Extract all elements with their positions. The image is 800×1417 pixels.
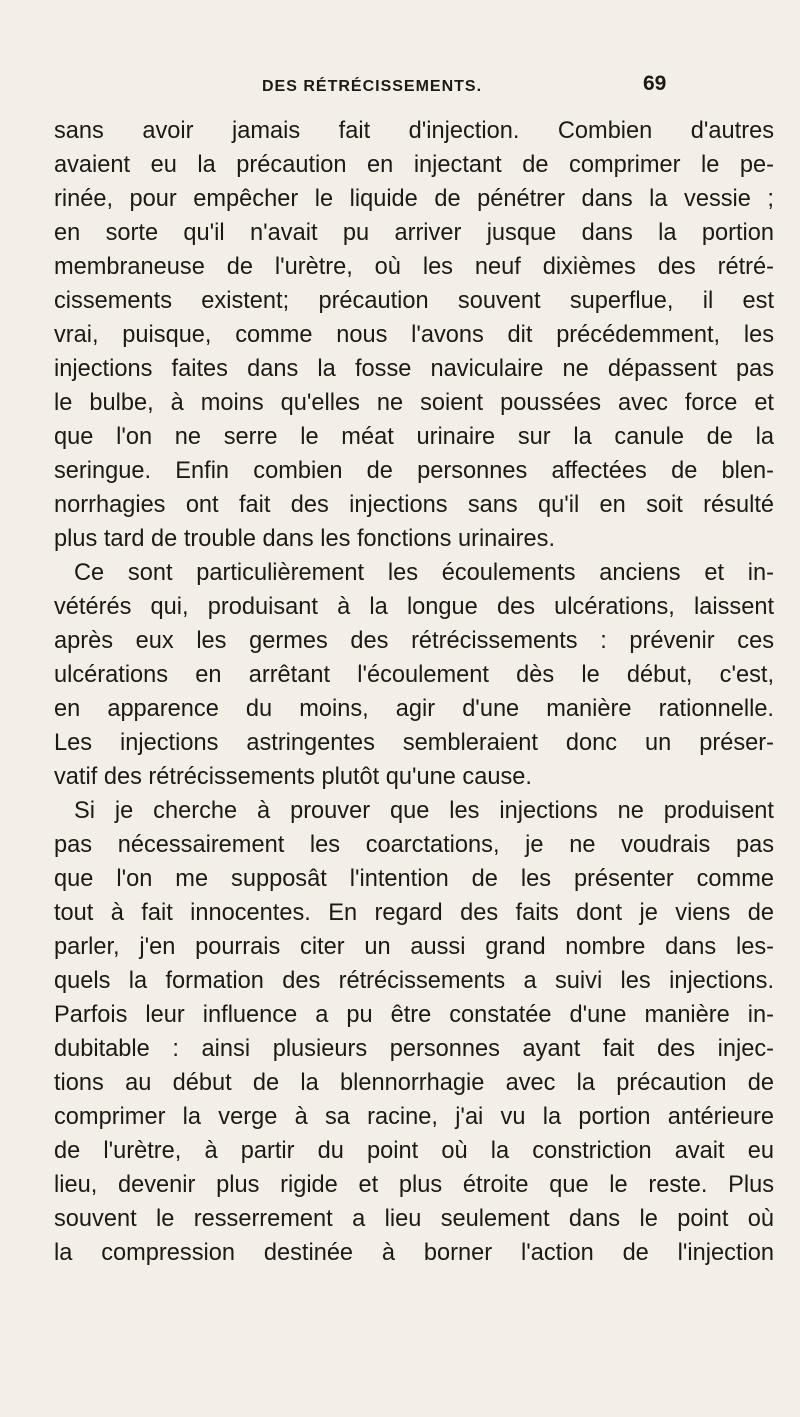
text-line: plus tard de trouble dans les fonctions urinaires. [54,526,555,552]
text-line: que l'on me supposât l'intention de les présenter comme [54,866,774,892]
text-line: Les injections astringentes sembleraient donc un préser- [54,730,774,756]
text-line: de l'urètre, à partir du point où la constriction avait eu [54,1138,774,1164]
text-line: norrhagies ont fait des injections sans qu'il en soit résulté [54,492,774,518]
text-line: que l'on ne serre le méat urinaire sur la canule de la [54,424,774,450]
text-line: sans avoir jamais fait d'injection. Combien d'autres [54,118,774,144]
text-line: vatif des rétrécissements plutôt qu'une cause. [54,764,532,790]
text-line: tions au début de la blennorrhagie avec la précaution de [54,1070,774,1096]
text-line: après eux les germes des rétrécissements : prévenir ces [54,628,774,654]
text-line: Parfois leur influence a pu être constatée d'une manière in- [54,1002,774,1028]
text-line: lieu, devenir plus rigide et plus étroite que le reste. Plus [54,1172,774,1198]
text-line: dubitable : ainsi plusieurs personnes ayant fait des injec- [54,1036,774,1062]
text-line: rinée, pour empêcher le liquide de pénétrer dans la vessie ; [54,186,774,212]
text-line: Ce sont particulièrement les écoulements anciens et in- [74,560,774,586]
text-line: vrai, puisque, comme nous l'avons dit précédemment, les [54,322,774,348]
text-line: cissements existent; précaution souvent superflue, il est [54,288,774,314]
text-line: le bulbe, à moins qu'elles ne soient poussées avec force et [54,390,774,416]
text-line: injections faites dans la fosse naviculaire ne dépassent pas [54,356,774,382]
running-title: DES RÉTRÉCISSEMENTS. [262,78,483,95]
text-line: la compression destinée à borner l'action de l'injection [54,1240,774,1266]
page-number: 69 [643,72,667,95]
text-line: parler, j'en pourrais citer un aussi grand nombre dans les- [54,934,774,960]
text-line: comprimer la verge à sa racine, j'ai vu la portion antérieure [54,1104,774,1130]
text-line: en sorte qu'il n'avait pu arriver jusque dans la portion [54,220,774,246]
text-line: souvent le resserrement a lieu seulement dans le point où [54,1206,774,1232]
text-line: pas nécessairement les coarctations, je ne voudrais pas [54,832,774,858]
text-line: ulcérations en arrêtant l'écoulement dès le début, c'est, [54,662,774,688]
text-line: seringue. Enfin combien de personnes affectées de blen- [54,458,774,484]
text-line: quels la formation des rétrécissements a suivi les injections. [54,968,774,994]
text-line: tout à fait innocentes. En regard des faits dont je viens de [54,900,774,926]
text-line: en apparence du moins, agir d'une manière rationnelle. [54,696,774,722]
text-line: avaient eu la précaution en injectant de comprimer le pe- [54,152,774,178]
text-line: vétérés qui, produisant à la longue des ulcérations, laissent [54,594,774,620]
text-line: membraneuse de l'urètre, où les neuf dixièmes des rétré- [54,254,774,280]
text-line: Si je cherche à prouver que les injections ne produisent [74,798,774,824]
